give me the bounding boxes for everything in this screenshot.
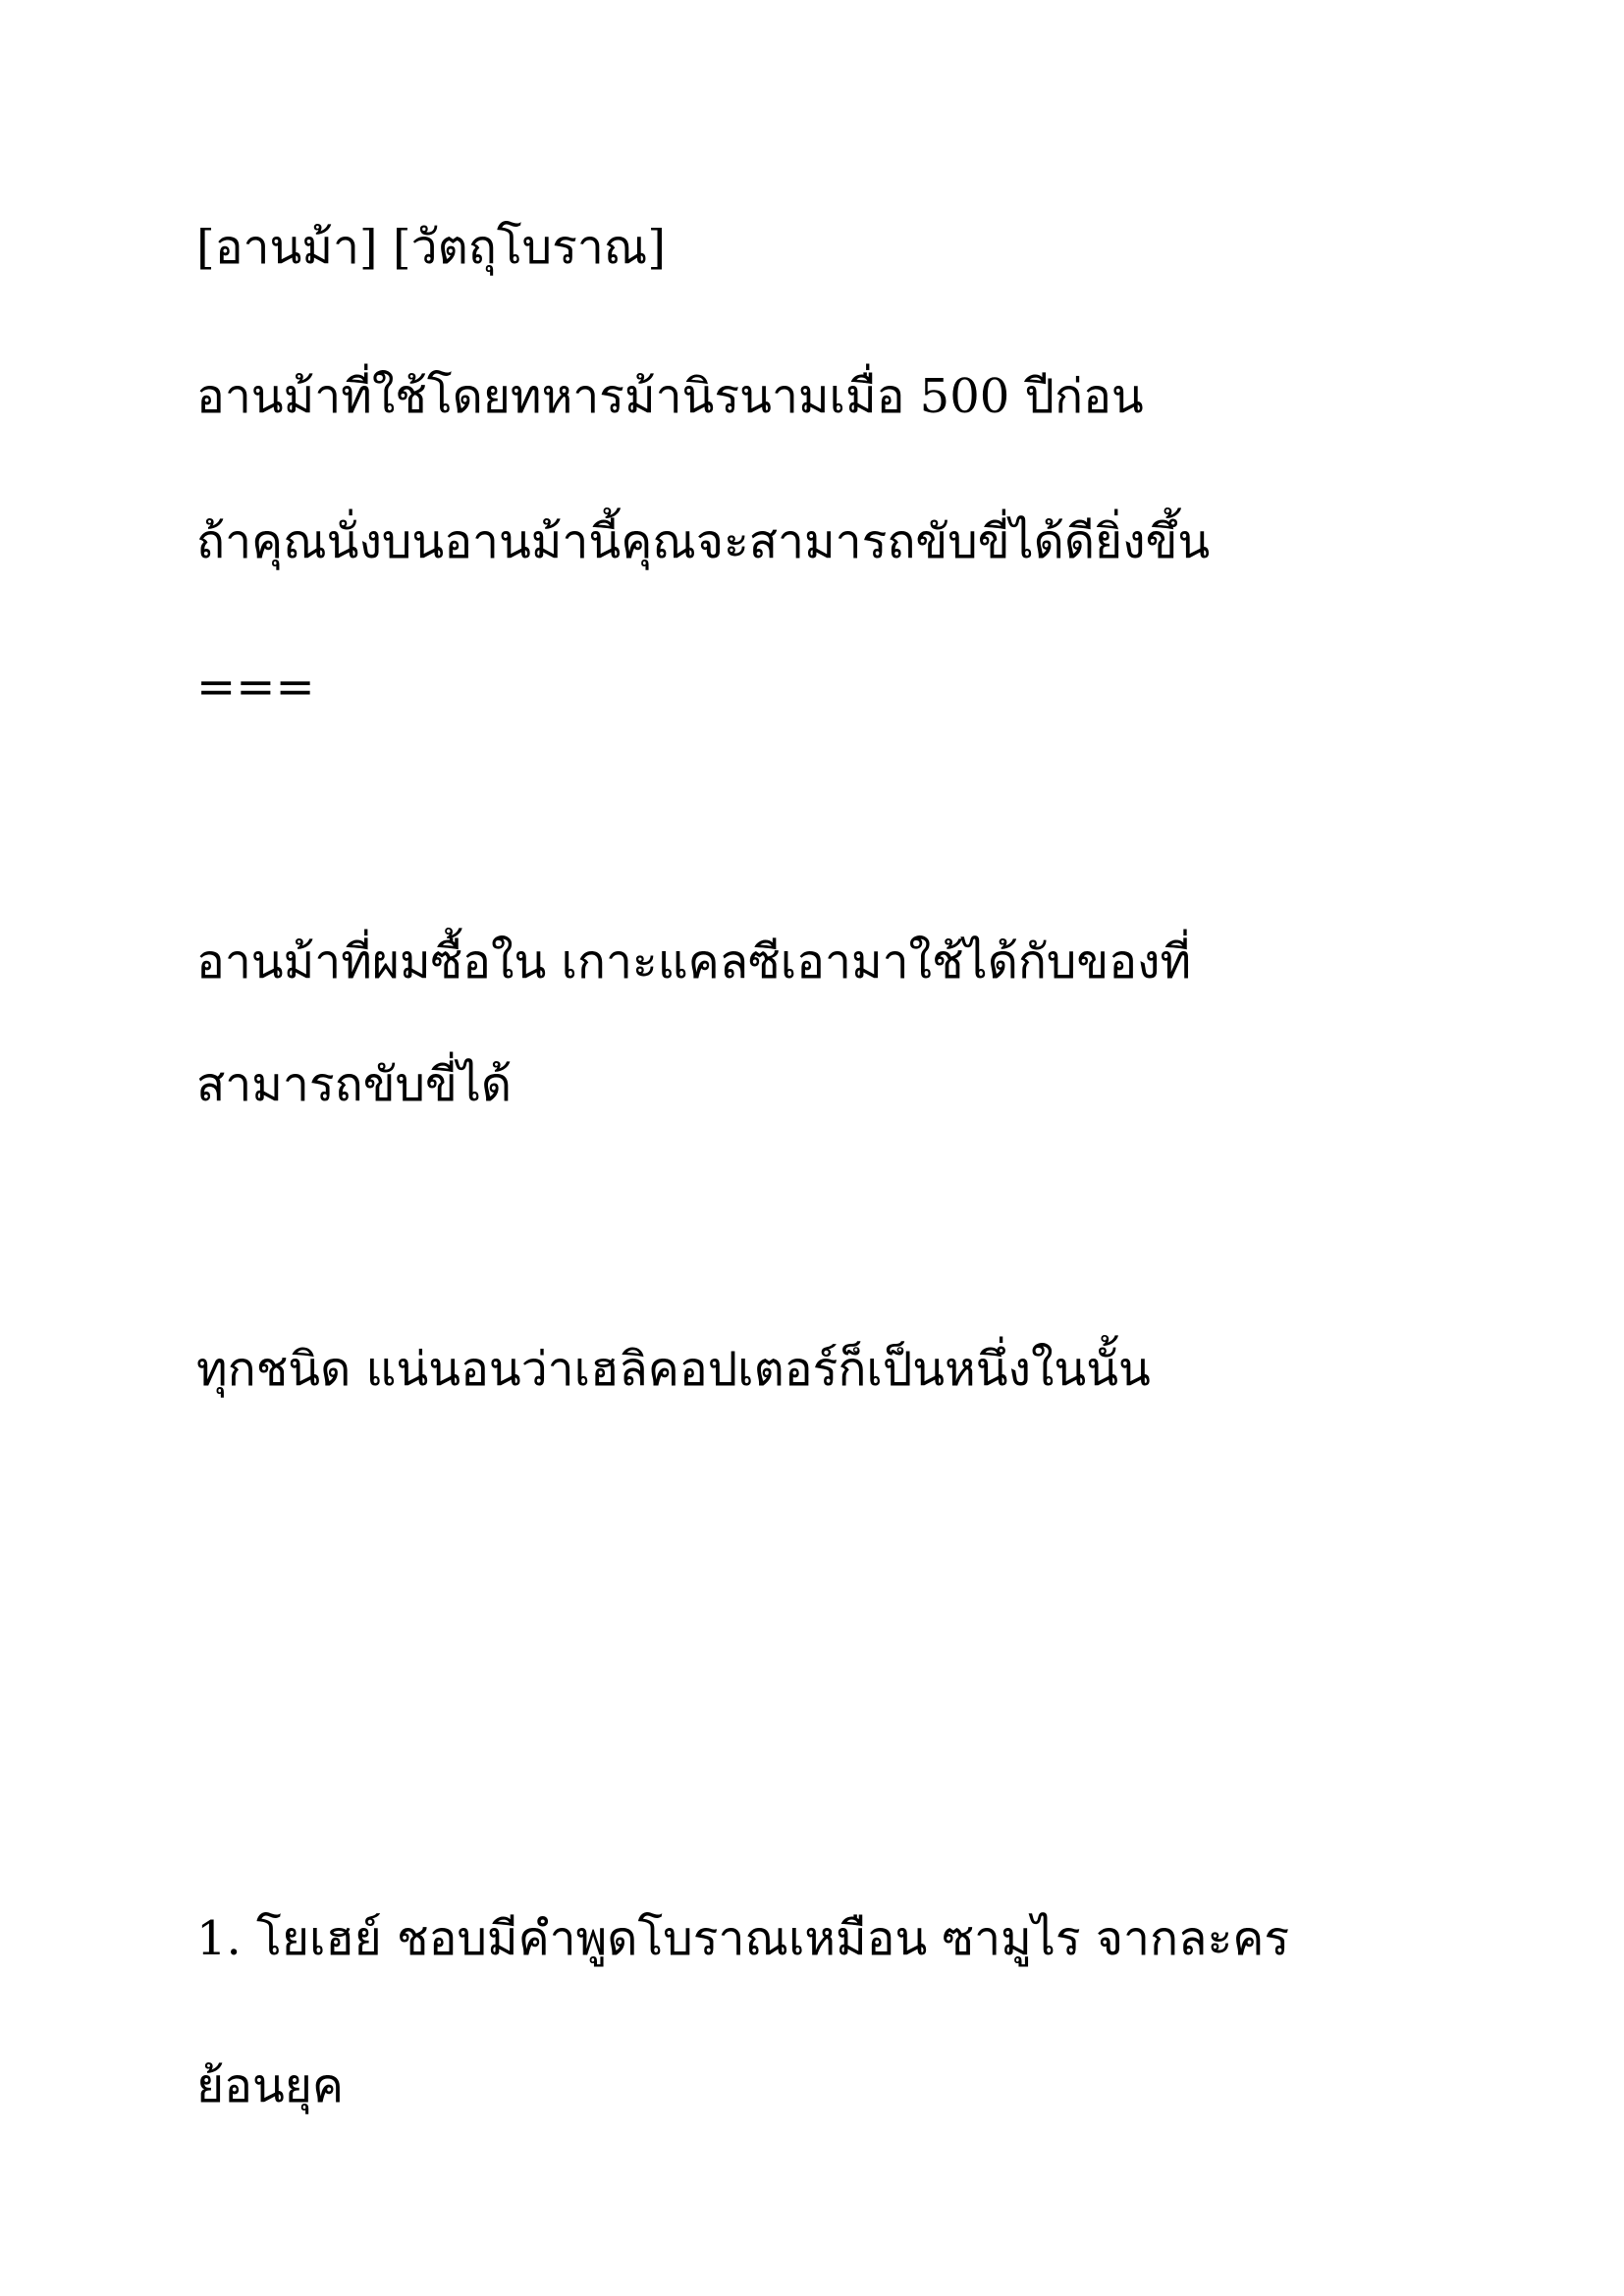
item-effect-line: ถ้าคุณนั่งบนอานม้านี้คุณจะสามารถขับขี่ได้ดียิ่งขึ้น (196, 514, 1211, 569)
separator-line: === (196, 660, 315, 715)
body-paragraph-line: ทุกชนิด แน่นอนว่าเฮลิคอปเตอร์ก็เป็นหนึ่งในนั้น (196, 1342, 1151, 1397)
footnote-line: ย้อนยุค (196, 2058, 344, 2113)
body-paragraph-line: สามารถขับขี่ได้ (196, 1057, 513, 1112)
item-description-line: อานม้าที่ใช้โดยทหารม้านิรนามเมื่อ 500 ปีก่อน (196, 369, 1144, 424)
body-paragraph-line: อานม้าที่ผมซื้อใน เกาะแคลซีเอามาใช้ได้กับของที่ (196, 934, 1192, 989)
item-tag-line: [อานม้า] [วัตถุโบราณ] (196, 220, 667, 275)
footnote-line: 1. โยเฮย์ ชอบมีคำพูดโบราณเหมือน ซามูไร จากละคร (196, 1911, 1290, 1966)
